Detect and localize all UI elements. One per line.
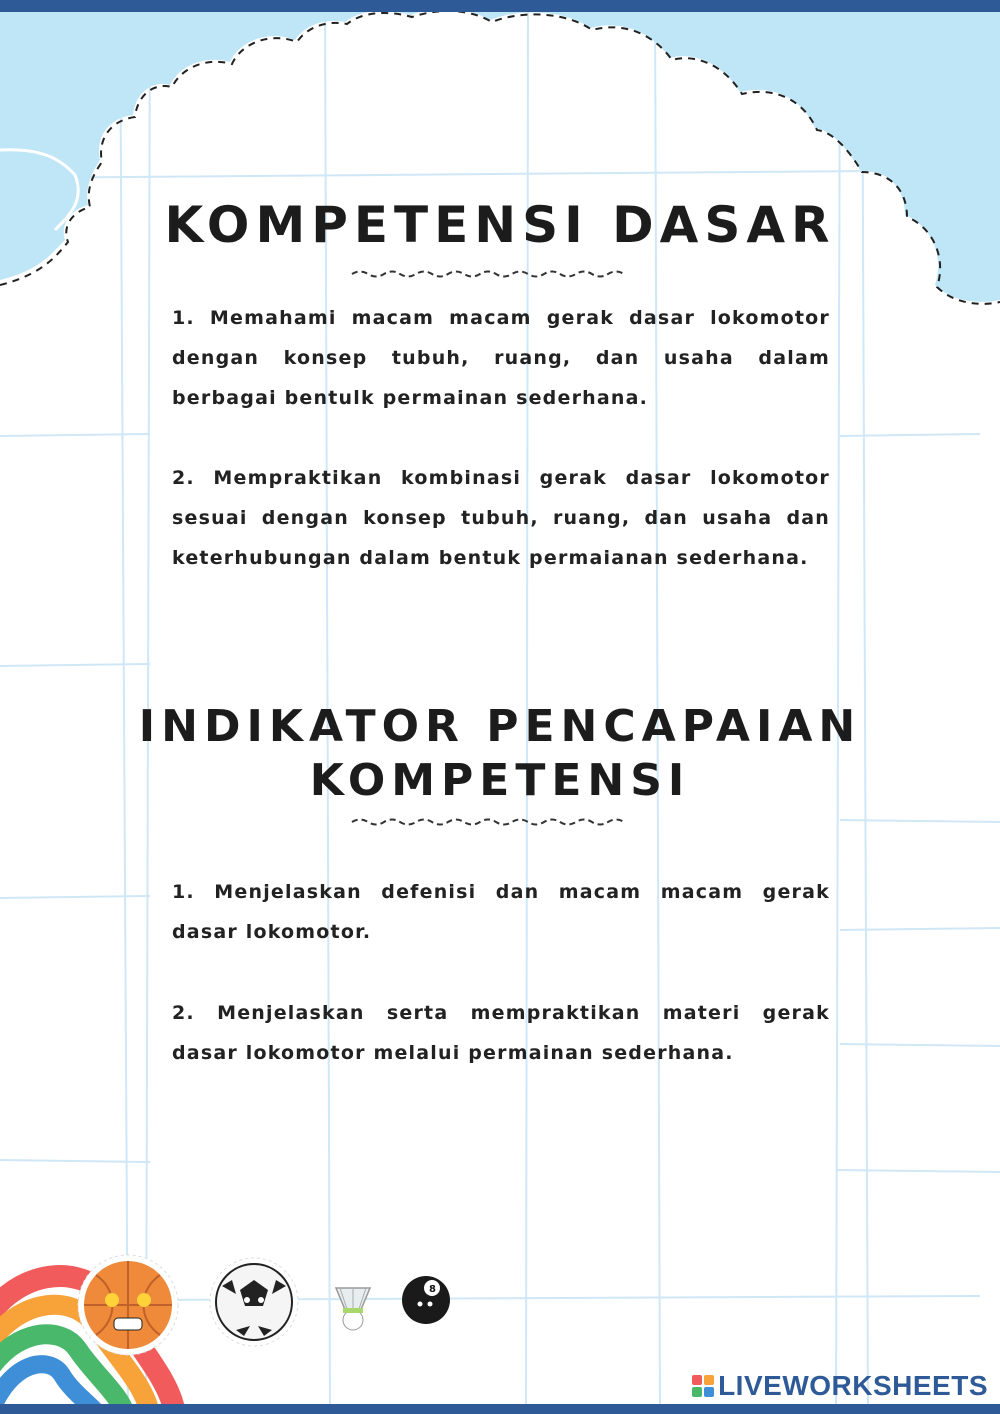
liveworksheets-logo[interactable]: [692, 1370, 988, 1402]
kompetensi-item-1: 1. Memahami macam macam gerak dasar lokomotor dengan konsep tubuh, ruang, dan usaha dalam berbagai bentulk permainan sederhana.: [172, 307, 830, 409]
indikator-title-line2: KOMPETENSI: [309, 755, 691, 806]
top-frame-bar: [0, 0, 1000, 12]
indikator-title: [0, 700, 1000, 808]
liveworksheets-logo-icon: [692, 1375, 714, 1397]
indikator-item-2: 2. Menjelaskan serta mempraktikan materi gerak dasar lokomotor melalui permainan sederhana.: [172, 1002, 830, 1064]
billiard-ball-icon: [402, 1276, 450, 1324]
bottom-frame-bar: [0, 1404, 1000, 1414]
title-underline-1: [352, 272, 624, 277]
title-underline-2: [352, 820, 624, 825]
soccer-ball-icon: [210, 1258, 298, 1346]
svg-text:8: 8: [429, 1284, 436, 1295]
shuttlecock-icon: [336, 1288, 370, 1330]
kompetensi-item-2: 2. Mempraktikan kombinasi gerak dasar lokomotor sesuai dengan konsep tubuh, ruang, dan usaha dan keterhubungan dalam bentuk permaianan sederhana.: [172, 467, 830, 569]
indikator-item-1: 1. Menjelaskan defenisi dan macam macam gerak dasar lokomotor.: [172, 881, 830, 943]
kompetensi-dasar-title: KOMPETENSI DASAR: [164, 196, 836, 254]
indikator-title-line1: INDIKATOR PENCAPAIAN: [138, 701, 862, 752]
basketball-icon: [78, 1255, 178, 1355]
liveworksheets-logo-text: LIVEWORKSHEETS: [718, 1370, 988, 1401]
